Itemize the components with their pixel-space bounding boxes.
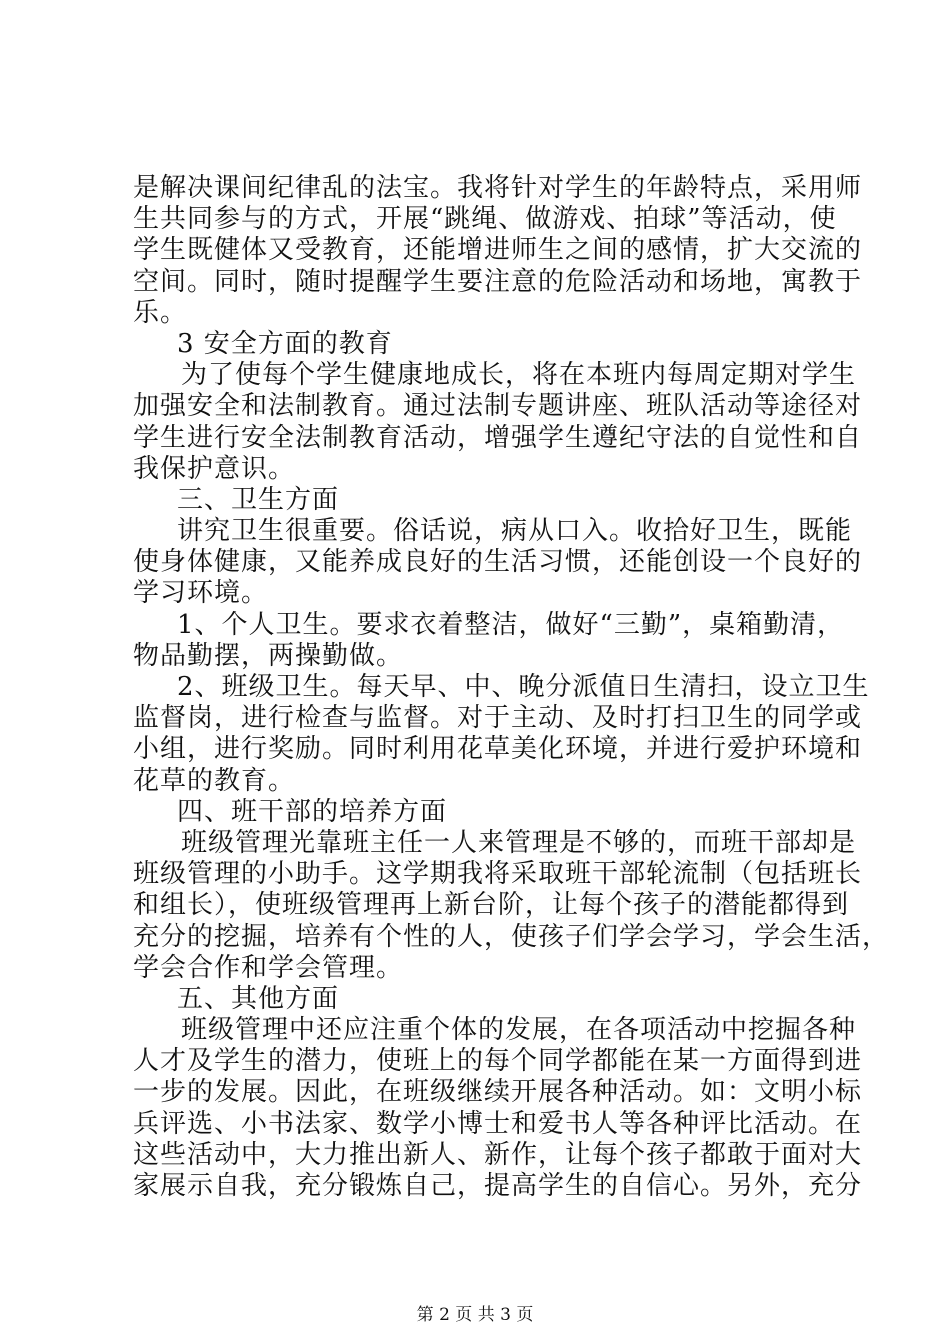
text-line: 生共同参与的方式，开展“跳绳、做游戏、拍球”等活动，使 (133, 204, 837, 235)
text-line: 我保护意识。 (133, 453, 296, 484)
text-line: 物品勤摆，两操勤做。 (133, 640, 404, 671)
text-line: 学生既健体又受教育，还能增进师生之间的感情，扩大交流的 (133, 235, 863, 266)
document-body (133, 173, 890, 1202)
text-line: 这些活动中，大力推出新人、新作，让每个孩子都敢于面对大 (133, 1139, 863, 1170)
text-line: 一步的发展。因此，在班级继续开展各种活动。如：文明小标 (133, 1077, 863, 1108)
page-footer: 第 2 页 共 3 页 (416, 1305, 534, 1325)
text-line: 2、班级卫生。每天早、中、晚分派值日生清扫，设立卫生 (177, 672, 870, 702)
text-line: 监督岗，进行检查与监督。对于主动、及时打扫卫生的同学或 (133, 703, 863, 734)
text-line: 使身体健康，又能养成良好的生活习惯，还能创设一个良好的 (133, 547, 863, 578)
text-line: 和组长），使班级管理再上新台阶，让每个孩子的潜能都得到 (133, 890, 850, 921)
text-line: 四、班干部的培养方面 (177, 796, 448, 827)
text-line: 加强安全和法制教育。通过法制专题讲座、班队活动等途径对 (133, 391, 863, 422)
text-line: 花草的教育。 (133, 765, 296, 796)
text-line: 充分的挖掘，培养有个性的人，使孩子们学会学习，学会生活， (133, 921, 890, 952)
text-line: 是解决课间纪律乱的法宝。我将针对学生的年龄特点，采用师 (133, 173, 863, 203)
text-line: 班级管理的小助手。这学期我将采取班干部轮流制（包括班长 (133, 859, 863, 890)
text-line: 人才及学生的潜力，使班上的每个同学都能在某一方面得到进 (133, 1046, 863, 1077)
text-line: 兵评选、小书法家、数学小博士和爱书人等各种评比活动。在 (133, 1108, 863, 1139)
text-line: 五、其他方面 (177, 983, 340, 1014)
text-line: 乐。 (133, 297, 188, 328)
text-line: 空间。同时，随时提醒学生要注意的危险活动和场地，寓教于 (133, 266, 863, 297)
text-line: 学生进行安全法制教育活动，增强学生遵纪守法的自觉性和自 (133, 422, 863, 453)
text-line: 班级管理光靠班主任一人来管理是不够的，而班干部却是 (181, 827, 857, 858)
text-line: 学会合作和学会管理。 (133, 952, 404, 983)
text-line: 三、卫生方面 (177, 484, 340, 515)
text-line: 小组，进行奖励。同时利用花草美化环境，并进行爱护环境和 (133, 734, 863, 765)
text-line: 班级管理中还应注重个体的发展，在各项活动中挖掘各种 (181, 1015, 857, 1046)
text-line: 学习环境。 (133, 578, 269, 609)
text-line: 家展示自我，充分锻炼自己，提高学生的自信心。另外，充分 (133, 1171, 863, 1201)
text-line: 为了使每个学生健康地成长，将在本班内每周定期对学生 (181, 360, 857, 391)
text-line: 1、个人卫生。要求衣着整洁，做好“三勤”，桌箱勤清， (177, 609, 845, 640)
text-line: 讲究卫生很重要。俗话说，病从口入。收拾好卫生，既能 (177, 516, 853, 547)
text-line: 3 安全方面的教育 (177, 328, 393, 359)
